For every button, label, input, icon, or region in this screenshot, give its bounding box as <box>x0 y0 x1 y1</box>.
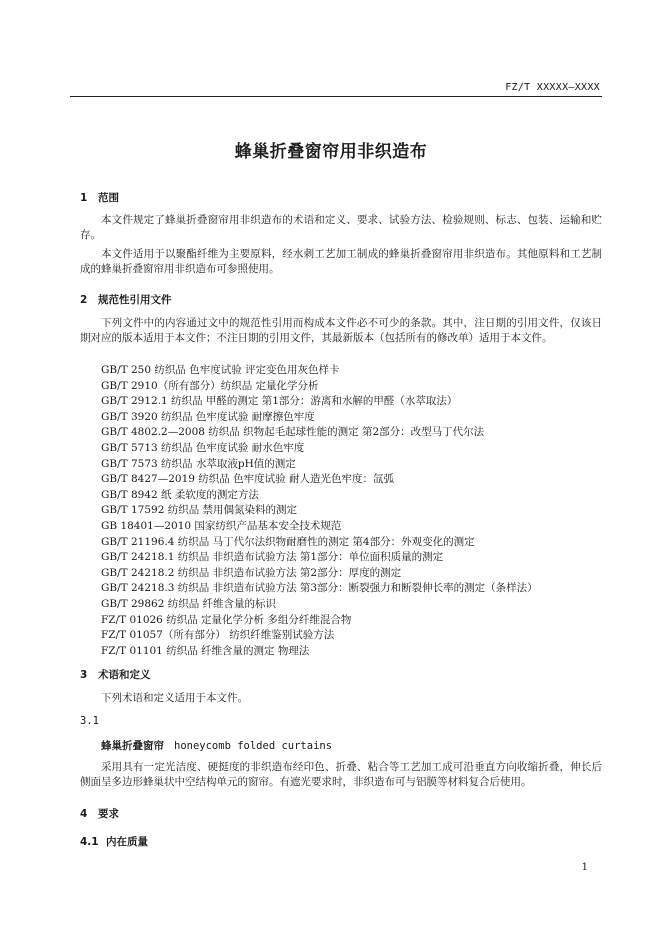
section-number: 3 <box>80 669 88 681</box>
section-number: 4 <box>80 808 88 820</box>
section-4-1-heading <box>80 834 148 849</box>
scope-paragraph-2: 本文件适用于以聚酯纤维为主要原料，经水刺工艺加工制成的蜂巢折叠窗帘用非织造布。其他原料和工艺制成的蜂巢折叠窗帘用非织造布可参照使用。 <box>80 248 602 275</box>
references-intro: 下列文件中的内容通过文中的规范性引用而构成本文件必不可少的条款。其中，注日期的引用文件，仅该日期对应的版本适用于本文件；不注日期的引用文件，其最新版本（包括所有的修改单）适用于本文件。 <box>80 317 602 344</box>
reference-item: GB/T 2910（所有部分）纺织品 定量化学分析 <box>101 379 319 392</box>
section-title: 要求 <box>98 808 119 820</box>
page-number: 1 <box>581 862 588 873</box>
reference-item: FZ/T 01101 纺织品 纤维含量的测定 物理法 <box>101 644 310 657</box>
reference-item: GB/T 5713 纺织品 色牢度试验 耐水色牢度 <box>101 441 305 454</box>
reference-item: GB/T 250 纺织品 色牢度试验 评定变色用灰色样卡 <box>101 364 340 376</box>
term-number: 3.1 <box>80 715 99 727</box>
section-number: 2 <box>80 294 88 306</box>
reference-item: FZ/T 01026 纺织品 定量化学分析 多组分纤维混合物 <box>101 613 352 626</box>
term-english: honeycomb folded curtains <box>174 740 333 752</box>
reference-item: GB/T 24218.3 纺织品 非织造布试验方法 第3部分：断裂强力和断裂伸长率的测定（条样法） <box>101 582 538 595</box>
section-title: 内在质量 <box>106 836 148 848</box>
reference-item: GB 18401—2010 国家纺织产品基本安全技术规范 <box>101 519 342 532</box>
reference-item: GB/T 8942 纸 柔软度的测定方法 <box>101 488 259 501</box>
scope-paragraph-1: 本文件规定了蜂巢折叠窗帘用非织造布的术语和定义、要求、试验方法、检验规则、标志、包装、运输和贮存。 <box>80 214 602 241</box>
section-number: 1 <box>80 192 88 204</box>
term-definition: 采用具有一定光洁度、硬挺度的非织造布经印色、折叠、粘合等工艺加工成可沿垂直方向收缩折叠，伸长后侧面呈多边形蜂巢状中空结构单元的窗帘。有遮光要求时，非织造布可与铝膜等材料复合后使用。 <box>80 761 602 788</box>
reference-item: GB/T 24218.2 纺织品 非织造布试验方法 第2部分：厚度的测定 <box>101 566 402 579</box>
document-title: 蜂巢折叠窗帘用非织造布 <box>234 142 428 162</box>
terms-intro: 下列术语和定义适用于本文件。 <box>101 692 248 704</box>
reference-item: GB/T 2912.1 纺织品 甲醛的测定 第1部分：游离和水解的甲醛（水萃取法） <box>101 395 458 408</box>
reference-item: GB/T 17592 纺织品 禁用偶氮染料的测定 <box>101 504 298 517</box>
reference-item: FZ/T 01057（所有部分） 纺织纤维鉴别试验方法 <box>101 629 335 642</box>
reference-item: GB/T 24218.1 纺织品 非织造布试验方法 第1部分：单位面积质量的测定 <box>101 551 444 564</box>
reference-item: GB/T 21196.4 纺织品 马丁代尔法织物耐磨性的测定 第4部分：外观变化的测定 <box>101 535 475 548</box>
section-4-heading <box>80 806 119 821</box>
section-1-heading <box>80 190 119 205</box>
section-number: 4.1 <box>80 836 99 848</box>
term-chinese: 蜂巢折叠窗帘 <box>101 740 164 752</box>
reference-item: GB/T 4802.2—2008 纺织品 织物起毛起球性能的测定 第2部分：改型马丁代尔法 <box>101 426 485 439</box>
document-number: FZ/T XXXXX—XXXX <box>505 82 600 93</box>
section-title: 规范性引用文件 <box>98 294 172 306</box>
section-title: 范围 <box>98 192 119 204</box>
reference-item: GB/T 7573 纺织品 水萃取液pH值的测定 <box>101 457 296 470</box>
reference-item: GB/T 8427—2019 纺织品 色牢度试验 耐人造光色牢度：氙弧 <box>101 473 394 486</box>
reference-item: GB/T 3920 纺织品 色牢度试验 耐摩擦色牢度 <box>101 410 315 423</box>
header-rule <box>70 96 602 97</box>
section-title: 术语和定义 <box>98 669 151 681</box>
reference-list <box>101 363 538 659</box>
section-3-heading <box>80 667 151 682</box>
term-heading <box>101 738 332 753</box>
reference-item: GB/T 29862 纺织品 纤维含量的标识 <box>101 597 277 610</box>
section-2-heading <box>80 292 172 307</box>
